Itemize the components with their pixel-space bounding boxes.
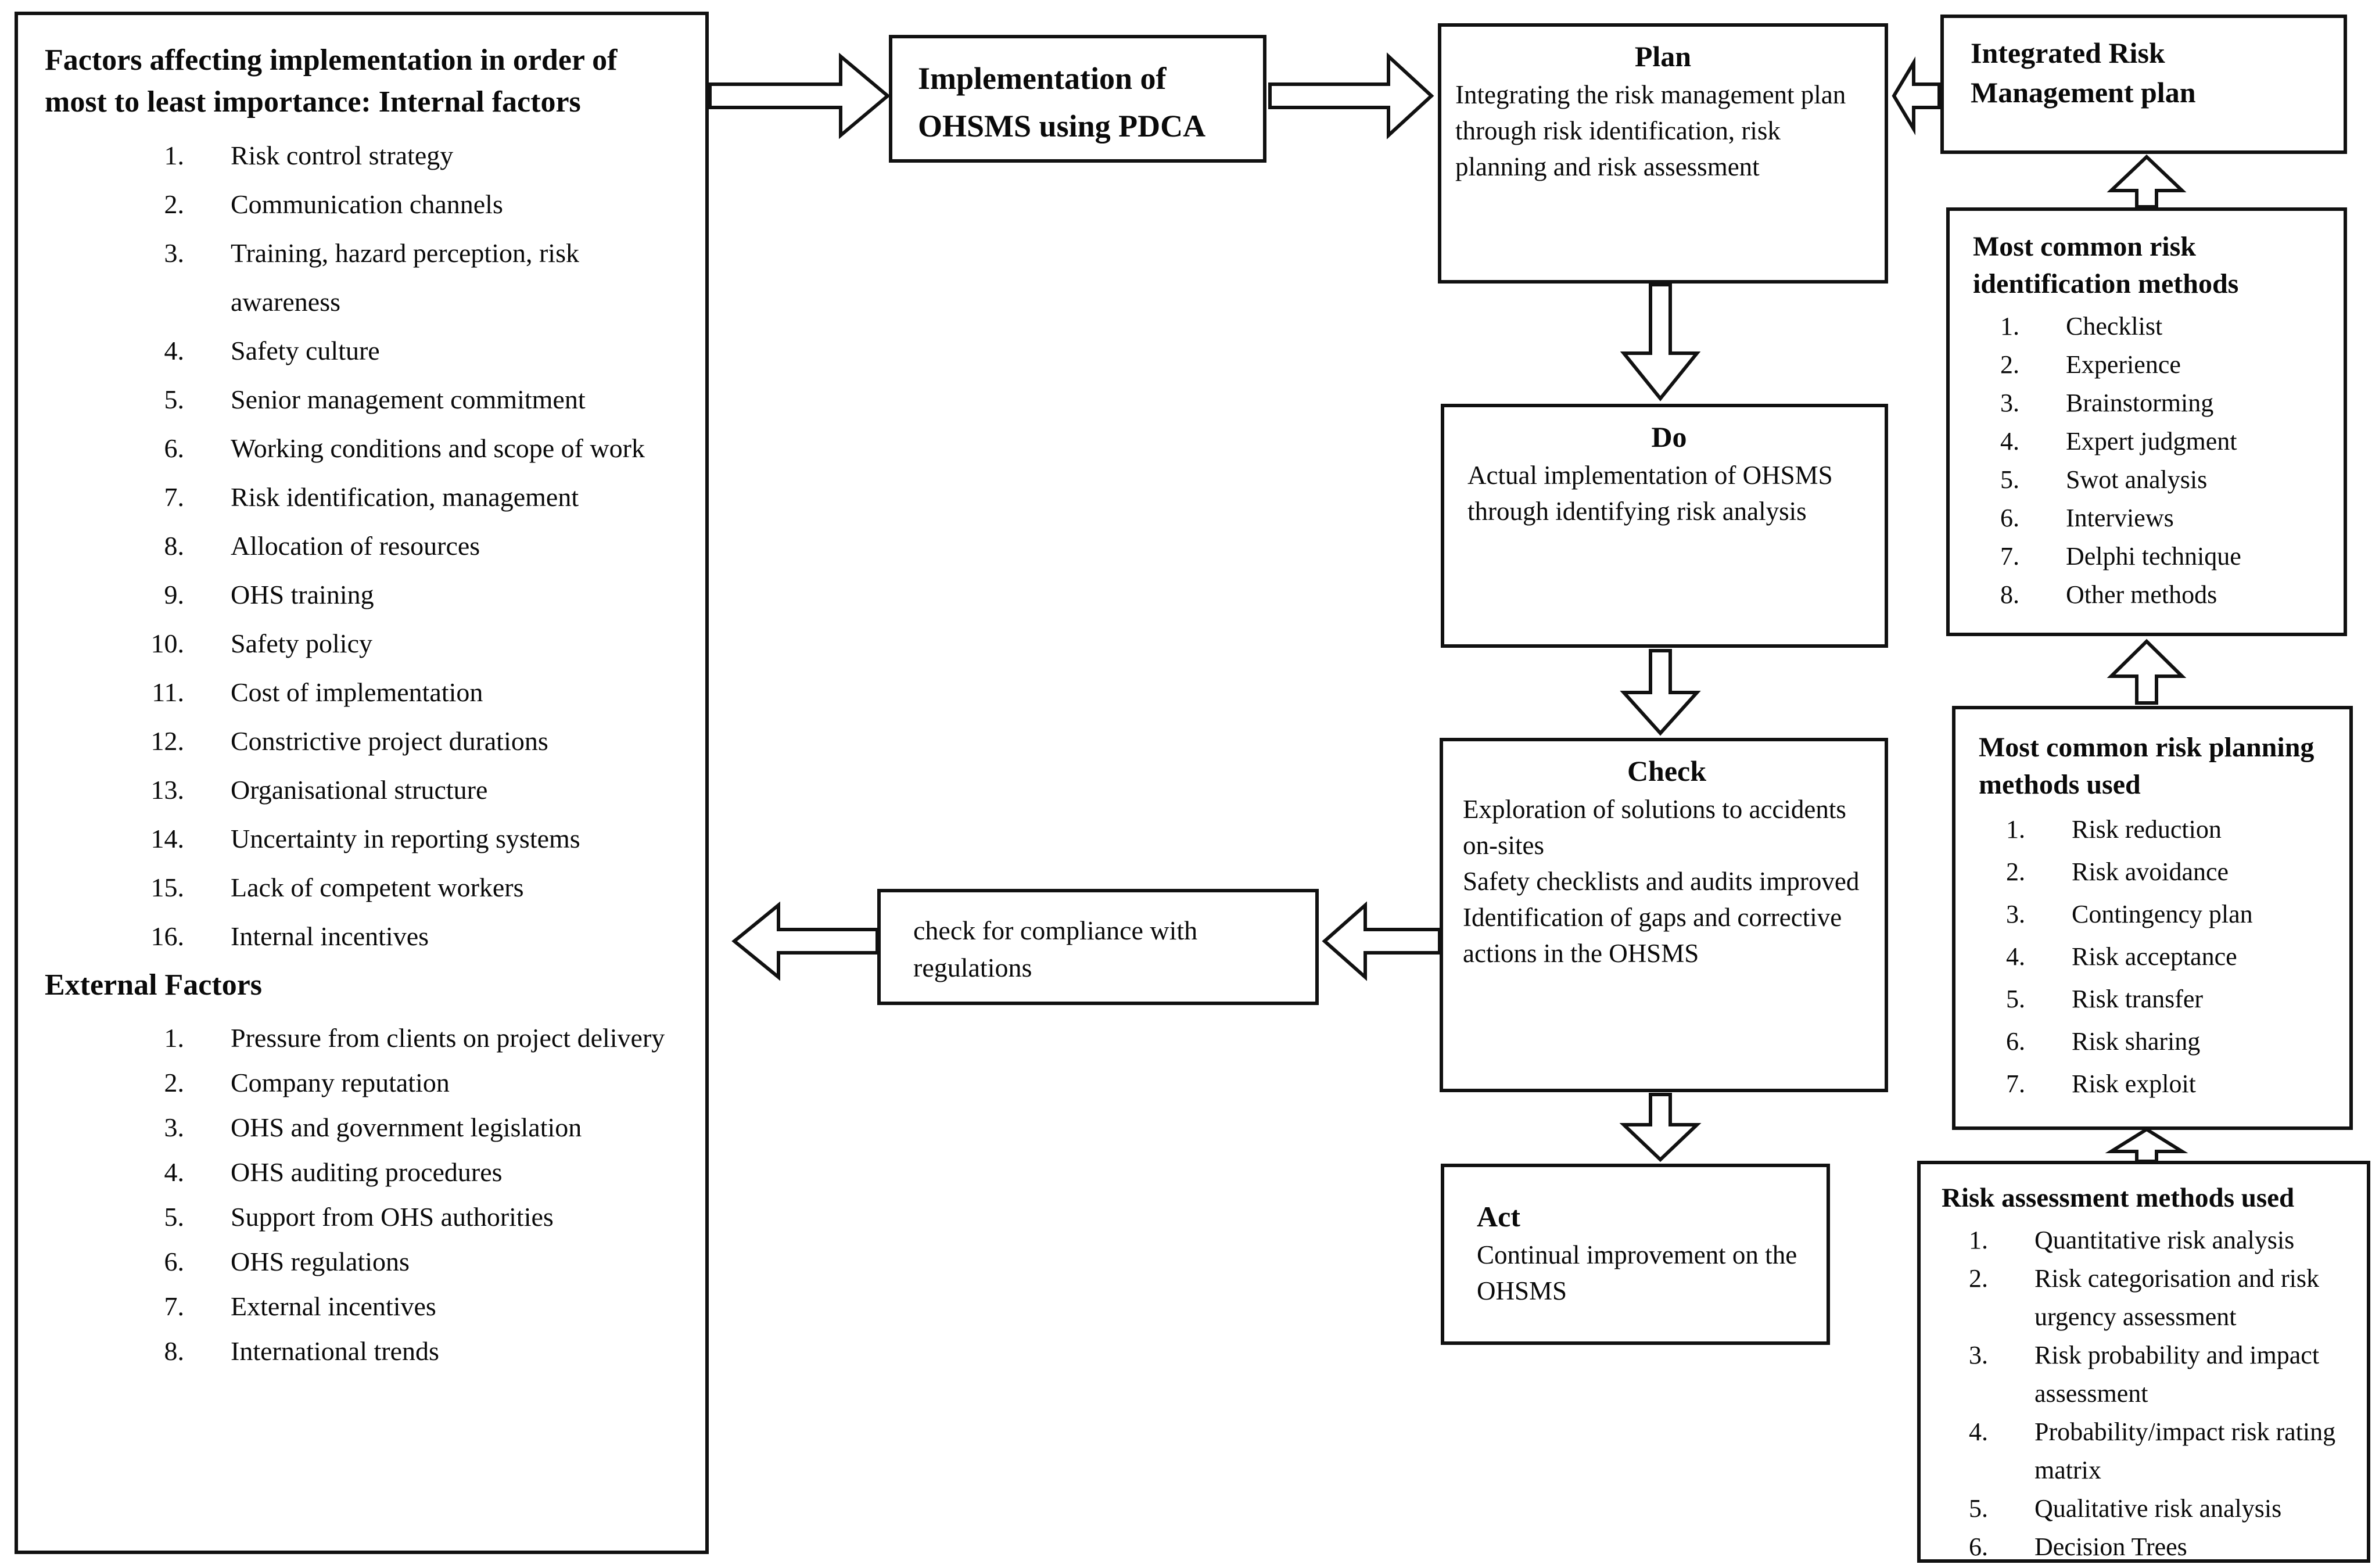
item-text: OHS auditing procedures bbox=[231, 1157, 503, 1187]
arrow-check-to-act-icon bbox=[1617, 1095, 1704, 1162]
item-number: 6. bbox=[1969, 1533, 1988, 1561]
item-text: Risk transfer bbox=[2072, 985, 2204, 1013]
item-text: Lack of competent workers bbox=[231, 873, 524, 902]
list-item bbox=[132, 1239, 682, 1284]
do-body: Actual implementation of OHSMS through identifying risk analysis bbox=[1467, 461, 1833, 526]
list-item bbox=[132, 1016, 682, 1060]
item-number: 5. bbox=[2006, 985, 2025, 1013]
risk-planning-list bbox=[1979, 808, 2335, 1105]
item-number: 8. bbox=[164, 531, 184, 561]
check-body-line: Exploration of solutions to accidents on-sites bbox=[1463, 795, 1846, 860]
arrow-check-to-compliance-icon bbox=[1321, 899, 1440, 984]
item-number: 2. bbox=[164, 1068, 184, 1097]
item-text: Probability/impact risk rating matrix bbox=[2034, 1418, 2336, 1484]
list-item bbox=[132, 522, 682, 570]
item-number: 7. bbox=[2000, 542, 2019, 570]
arrow-do-to-check-icon bbox=[1617, 651, 1704, 735]
arrow-irm-to-plan-icon bbox=[1892, 58, 1942, 134]
item-text: Uncertainty in reporting systems bbox=[231, 824, 580, 853]
item-number: 2. bbox=[2006, 857, 2025, 886]
item-text: Support from OHS authorities bbox=[231, 1202, 554, 1232]
item-number: 6. bbox=[2000, 504, 2019, 532]
risk-assessment-list bbox=[1942, 1221, 2353, 1566]
compliance-text: check for compliance with regulations bbox=[913, 916, 1198, 982]
list-item bbox=[1979, 978, 2335, 1020]
item-text: Other methods bbox=[2066, 580, 2217, 609]
list-item bbox=[1979, 808, 2335, 851]
item-number: 1. bbox=[164, 1023, 184, 1053]
item-text: Risk acceptance bbox=[2072, 942, 2237, 971]
implementation-box-title: Implementation of OHSMS using PDCA bbox=[918, 61, 1206, 143]
item-number: 5. bbox=[2000, 465, 2019, 494]
check-body-list bbox=[1463, 791, 1871, 971]
list-item bbox=[1979, 1020, 2335, 1063]
item-text: OHS and government legislation bbox=[231, 1113, 582, 1142]
list-item bbox=[1942, 1413, 2353, 1490]
item-number: 1. bbox=[164, 141, 184, 170]
item-text: Risk identification, management bbox=[231, 482, 579, 512]
factors-box-title: Factors affecting implementation in order of most to least importance: Internal factors bbox=[45, 44, 618, 119]
list-item bbox=[132, 668, 682, 717]
item-text: Risk reduction bbox=[2072, 815, 2222, 844]
risk-planning-box bbox=[1952, 706, 2353, 1130]
list-item bbox=[1973, 307, 2330, 346]
item-text: Safety culture bbox=[231, 336, 380, 365]
arrow-plan-to-do-icon bbox=[1617, 285, 1704, 401]
item-text: Risk sharing bbox=[2072, 1027, 2201, 1056]
list-item bbox=[132, 375, 682, 424]
list-item bbox=[132, 1194, 682, 1239]
list-item bbox=[132, 717, 682, 766]
list-item bbox=[132, 326, 682, 375]
item-number: 6. bbox=[164, 433, 184, 463]
check-body-line: Identification of gaps and corrective actions in the OHSMS bbox=[1463, 903, 1842, 968]
list-item bbox=[132, 229, 682, 326]
arrow-risk-identification-to-irm-icon bbox=[2108, 155, 2186, 209]
item-text: Pressure from clients on project delivery bbox=[231, 1023, 665, 1053]
list-item bbox=[132, 1150, 682, 1194]
item-number: 3. bbox=[2000, 389, 2019, 417]
factors-box bbox=[15, 12, 709, 1554]
risk-identification-list bbox=[1973, 307, 2330, 614]
item-number: 6. bbox=[164, 1247, 184, 1276]
list-item bbox=[132, 1105, 682, 1150]
act-body: Continual improvement on the OHSMS bbox=[1477, 1240, 1797, 1305]
item-number: 7. bbox=[164, 1291, 184, 1321]
item-text: Cost of implementation bbox=[231, 677, 483, 707]
item-number: 11. bbox=[152, 677, 184, 707]
item-text: Communication channels bbox=[231, 189, 503, 219]
item-text: Risk control strategy bbox=[231, 141, 454, 170]
list-item bbox=[1942, 1336, 2353, 1413]
item-text: Organisational structure bbox=[231, 775, 488, 805]
item-text: Interviews bbox=[2066, 504, 2174, 532]
external-factors-title: External Factors bbox=[45, 968, 263, 1002]
act-title: Act bbox=[1477, 1200, 1520, 1233]
arrow-factors-to-implementation-icon bbox=[710, 49, 891, 142]
item-text: Experience bbox=[2066, 350, 2181, 379]
item-text: External incentives bbox=[231, 1291, 436, 1321]
arrow-compliance-out-icon bbox=[731, 899, 877, 984]
risk-assessment-title: Risk assessment methods used bbox=[1942, 1183, 2295, 1213]
list-item bbox=[132, 424, 682, 473]
list-item bbox=[1979, 893, 2335, 935]
list-item bbox=[1973, 384, 2330, 422]
item-number: 1. bbox=[2000, 312, 2019, 340]
item-number: 3. bbox=[164, 1113, 184, 1142]
item-number: 3. bbox=[164, 238, 184, 268]
item-text: Risk probability and impact assessment bbox=[2034, 1341, 2320, 1408]
item-number: 7. bbox=[164, 482, 184, 512]
item-text: Risk avoidance bbox=[2072, 857, 2229, 886]
item-number: 5. bbox=[164, 385, 184, 414]
item-number: 15. bbox=[150, 873, 184, 902]
item-number: 2. bbox=[2000, 350, 2019, 379]
item-number: 1. bbox=[2006, 815, 2025, 844]
do-box bbox=[1441, 404, 1888, 648]
list-item bbox=[1942, 1528, 2353, 1566]
item-number: 5. bbox=[1969, 1494, 1988, 1523]
list-item bbox=[132, 863, 682, 912]
list-item bbox=[1979, 851, 2335, 893]
list-item bbox=[1973, 461, 2330, 499]
act-box bbox=[1441, 1164, 1830, 1345]
list-item bbox=[1973, 576, 2330, 614]
list-item bbox=[132, 766, 682, 815]
list-item bbox=[1973, 537, 2330, 576]
item-number: 14. bbox=[150, 824, 184, 853]
list-item bbox=[132, 180, 682, 229]
item-number: 13. bbox=[150, 775, 184, 805]
risk-planning-title: Most common risk planning methods used bbox=[1979, 732, 2315, 800]
item-text: Checklist bbox=[2066, 312, 2163, 340]
irm-box-title: Integrated Risk Management plan bbox=[1971, 37, 2196, 109]
internal-factors-list bbox=[45, 131, 682, 961]
item-number: 4. bbox=[2000, 427, 2019, 455]
item-number: 8. bbox=[2000, 580, 2019, 609]
item-text: Allocation of resources bbox=[231, 531, 480, 561]
item-text: Working conditions and scope of work bbox=[231, 433, 645, 463]
item-text: Risk categorisation and risk urgency assessment bbox=[2034, 1264, 2320, 1331]
item-number: 2. bbox=[1969, 1264, 1988, 1293]
item-number: 16. bbox=[150, 921, 184, 951]
item-number: 4. bbox=[1969, 1418, 1988, 1446]
arrow-risk-assessment-to-risk-planning-icon bbox=[2108, 1128, 2186, 1163]
item-number: 6. bbox=[2006, 1027, 2025, 1056]
item-text: Company reputation bbox=[231, 1068, 450, 1097]
do-title: Do bbox=[1651, 421, 1687, 453]
list-item bbox=[132, 131, 682, 180]
integrated-risk-management-box bbox=[1940, 15, 2347, 154]
check-title: Check bbox=[1627, 755, 1707, 787]
list-item bbox=[132, 1060, 682, 1105]
item-number: 2. bbox=[164, 189, 184, 219]
item-text: Contingency plan bbox=[2072, 900, 2253, 928]
list-item bbox=[132, 1329, 682, 1373]
plan-box bbox=[1438, 23, 1888, 284]
item-text: Internal incentives bbox=[231, 921, 429, 951]
external-factors-list bbox=[45, 1016, 682, 1373]
item-text: Delphi technique bbox=[2066, 542, 2241, 570]
check-body-line: Safety checklists and audits improved bbox=[1463, 867, 1860, 896]
item-text: Senior management commitment bbox=[231, 385, 586, 414]
list-item bbox=[1942, 1260, 2353, 1336]
list-item bbox=[1942, 1490, 2353, 1528]
list-item bbox=[132, 619, 682, 668]
item-text: Brainstorming bbox=[2066, 389, 2214, 417]
item-text: Swot analysis bbox=[2066, 465, 2208, 494]
item-number: 4. bbox=[164, 1157, 184, 1187]
item-number: 12. bbox=[150, 726, 184, 756]
list-item bbox=[1973, 499, 2330, 537]
list-item bbox=[132, 912, 682, 961]
item-number: 3. bbox=[2006, 900, 2025, 928]
list-item bbox=[1942, 1221, 2353, 1260]
compliance-box bbox=[877, 889, 1319, 1005]
item-number: 7. bbox=[2006, 1070, 2025, 1098]
item-number: 1. bbox=[1969, 1226, 1988, 1254]
implementation-box bbox=[889, 35, 1266, 163]
item-text: Constrictive project durations bbox=[231, 726, 548, 756]
list-item bbox=[1973, 346, 2330, 384]
item-number: 4. bbox=[164, 336, 184, 365]
list-item bbox=[132, 473, 682, 522]
list-item bbox=[132, 815, 682, 863]
item-text: Qualitative risk analysis bbox=[2034, 1494, 2282, 1523]
risk-identification-box bbox=[1946, 207, 2347, 636]
item-text: International trends bbox=[231, 1336, 439, 1366]
item-number: 8. bbox=[164, 1336, 184, 1366]
item-text: Safety policy bbox=[231, 629, 372, 658]
item-number: 5. bbox=[164, 1202, 184, 1232]
item-number: 10. bbox=[150, 629, 184, 658]
item-number: 3. bbox=[1969, 1341, 1988, 1369]
item-text: OHS regulations bbox=[231, 1247, 410, 1276]
item-text: Expert judgment bbox=[2066, 427, 2237, 455]
list-item bbox=[1979, 935, 2335, 978]
risk-identification-title: Most common risk identification methods bbox=[1973, 231, 2239, 299]
item-text: Training, hazard perception, risk awareness bbox=[231, 238, 579, 317]
item-text: Risk exploit bbox=[2072, 1070, 2196, 1098]
check-box bbox=[1440, 738, 1888, 1092]
list-item bbox=[1973, 422, 2330, 461]
list-item bbox=[1979, 1063, 2335, 1105]
risk-assessment-box bbox=[1917, 1161, 2370, 1563]
item-number: 9. bbox=[164, 580, 184, 609]
plan-title: Plan bbox=[1634, 40, 1692, 73]
item-text: Decision Trees bbox=[2034, 1533, 2187, 1561]
item-number: 4. bbox=[2006, 942, 2025, 971]
arrow-risk-planning-to-risk-identification-icon bbox=[2108, 639, 2186, 705]
list-item bbox=[132, 570, 682, 619]
plan-body: Integrating the risk management plan through risk identification, risk planning and risk assessment bbox=[1455, 80, 1846, 181]
list-item bbox=[132, 1284, 682, 1329]
arrow-implementation-to-plan-icon bbox=[1270, 49, 1435, 142]
item-text: OHS training bbox=[231, 580, 374, 609]
item-text: Quantitative risk analysis bbox=[2034, 1226, 2295, 1254]
